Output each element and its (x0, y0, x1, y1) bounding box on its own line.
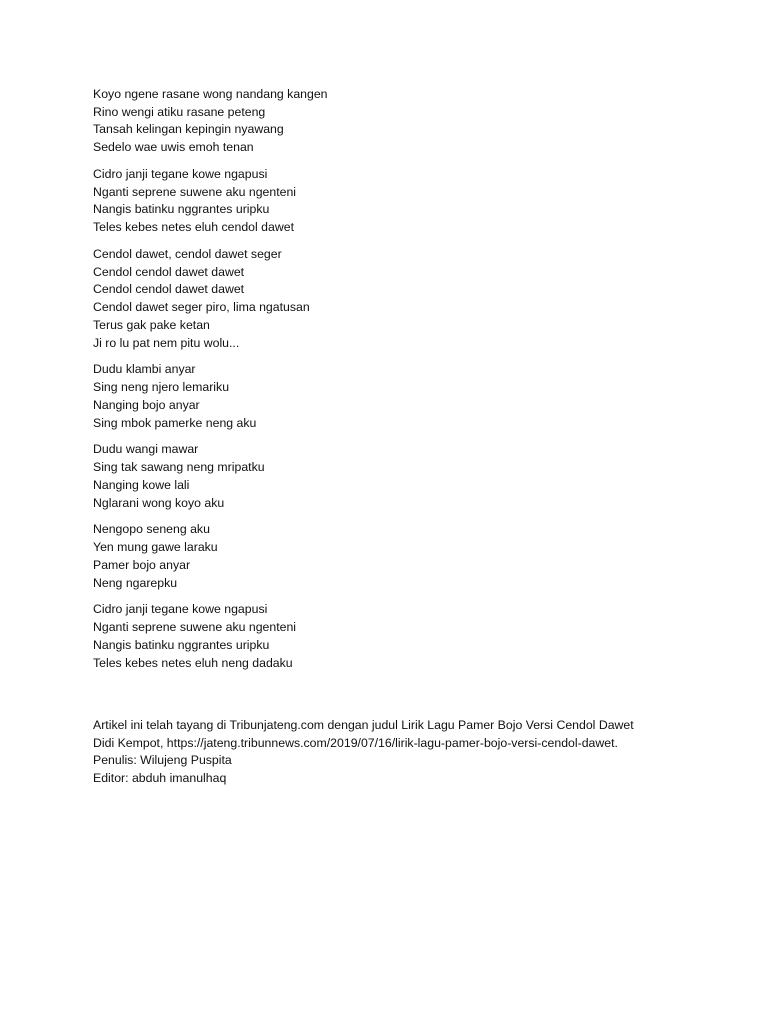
lyric-line: Cendol dawet, cendol dawet seger (93, 247, 282, 261)
lyric-line: Nengopo seneng aku (93, 522, 210, 537)
lyric-line: Dudu klambi anyar (93, 362, 196, 377)
lyric-line: Terus gak pake ketan (93, 317, 210, 332)
lyric-line: Sing tak sawang neng mripatku (93, 460, 265, 475)
lyric-line: Cendol cendol dawet dawet (93, 282, 245, 297)
article-attribution (93, 717, 634, 788)
lyric-line: Pamer bojo anyar (93, 557, 191, 572)
lyric-line: Cidro janji tegane kowe ngapusi (93, 602, 268, 617)
lyric-line: Teles kebes netes eluh cendol dawet (93, 220, 294, 235)
lyric-line: Koyo ngene rasane wong nandang kangen (93, 87, 328, 101)
editor-line: Editor: abduh imanulhaq (93, 771, 227, 786)
lyric-line: Nangis batinku nggrantes uripku (93, 202, 270, 217)
lyric-line: Nglarani wong koyo aku (93, 495, 225, 510)
lyric-line: Neng ngarepku (93, 575, 178, 590)
stanza (93, 361, 328, 432)
lyric-line: Dudu wangi mawar (93, 442, 199, 457)
stanza (93, 86, 328, 157)
lyric-line: Tansah kelingan kepingin nyawang (93, 122, 284, 137)
stanza (93, 521, 328, 592)
lyric-line: Nganti seprene suwene aku ngenteni (93, 620, 297, 635)
lyric-line: Nanging kowe lali (93, 477, 190, 492)
lyric-line: Sing mbok pamerke neng aku (93, 415, 257, 430)
lyric-line: Cidro janji tegane kowe ngapusi (93, 167, 268, 181)
lyrics-body (93, 86, 328, 681)
author-line: Penulis: Wilujeng Puspita (93, 753, 232, 768)
stanza (93, 246, 328, 352)
stanza (93, 166, 328, 237)
lyric-line: Yen mung gawe laraku (93, 540, 218, 555)
lyric-line: Nangis batinku nggrantes uripku (93, 637, 270, 652)
attribution-url-line: Didi Kempot, https://jateng.tribunnews.com/2019/07/16/lirik-lagu-pamer-bojo-versi-cendol-dawet. (93, 735, 618, 750)
stanza (93, 601, 328, 672)
lyric-line: Cendol dawet seger piro, lima ngatusan (93, 300, 310, 315)
lyric-line: Nanging bojo anyar (93, 397, 200, 412)
lyric-line: Teles kebes netes eluh neng dadaku (93, 655, 293, 670)
attribution-line: Artikel ini telah tayang di Tribunjateng.com dengan judul Lirik Lagu Pamer Bojo Versi Cendol Dawet (93, 718, 634, 732)
lyric-line: Rino wengi atiku rasane peteng (93, 104, 266, 119)
lyric-line: Cendol cendol dawet dawet (93, 264, 245, 279)
lyric-line: Ji ro lu pat nem pitu wolu... (93, 335, 240, 350)
lyric-line: Nganti seprene suwene aku ngenteni (93, 184, 297, 199)
lyric-line: Sing neng njero lemariku (93, 380, 230, 395)
stanza (93, 441, 328, 512)
lyric-line: Sedelo wae uwis emoh tenan (93, 140, 254, 155)
